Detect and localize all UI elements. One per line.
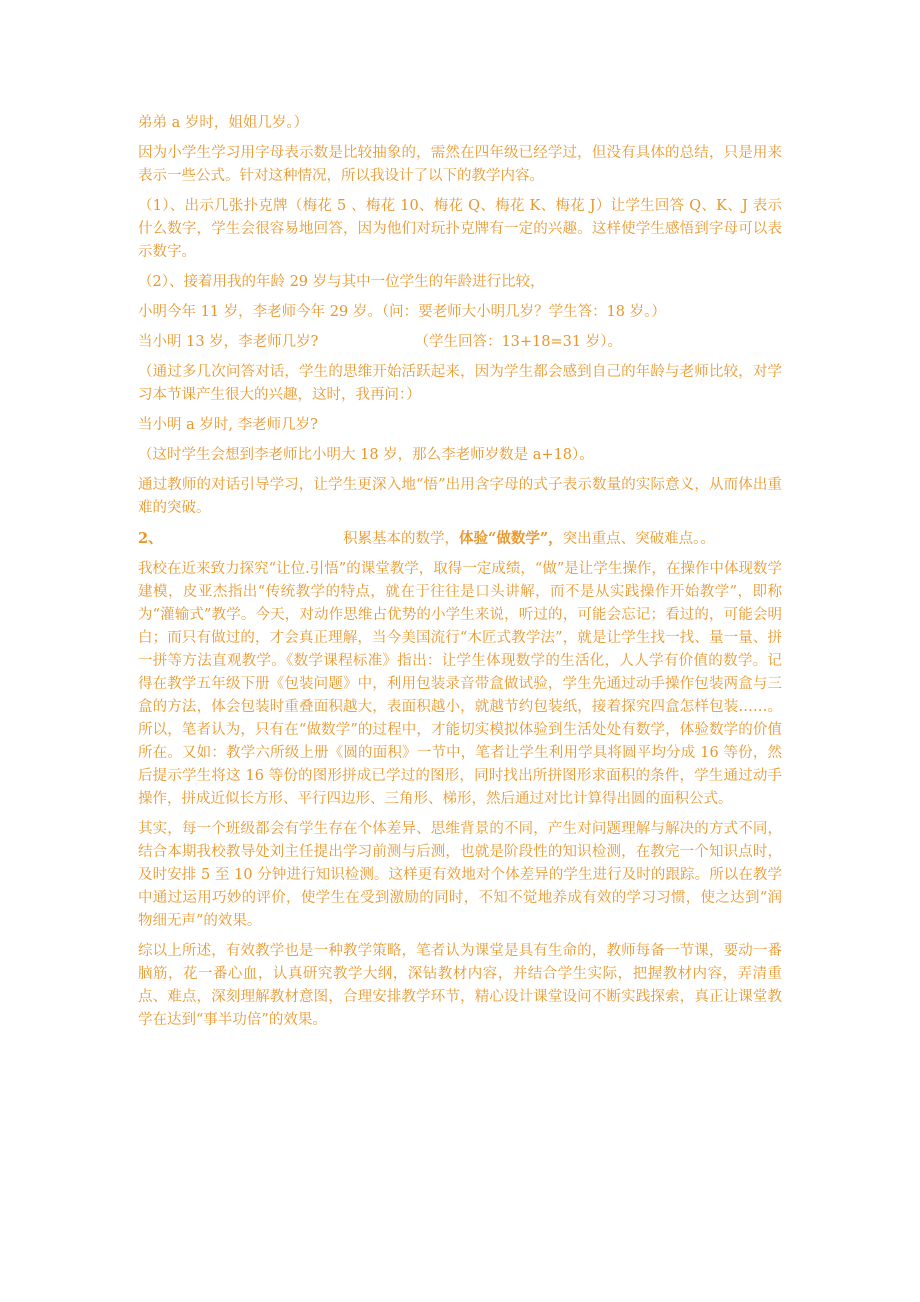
paragraph-10: 通过教师的对话引导学习，让学生更深入地“悟”出用含字母的式子表示数量的实际意义，从而体出重难的突破。 [138,477,782,516]
paragraph-6-question: 当小明 13 岁，李老师几岁? [138,334,319,350]
paragraph-4: （2）、接着用我的年龄 29 岁与其中一位学生的年龄进行比较， [138,274,545,290]
paragraph-13: 综以上所述，有效教学也是一种教学策略，笔者认为课堂是具有生命的，教师每备一节课，要动一番脑筋，花一番心血，认真研究教学大纲，深钻教材内容，并结合学生实际，把握教材内容，弄清重点、难点，深刻理解教材意图，合理安排教学环节，精心设计课堂设问不断实践探索，真正让课堂教学在达到“事半功倍”的效果。 [138,943,782,1028]
paragraph-8: 当小明 a 岁时, 李老师几岁? [138,417,318,433]
paragraph-6 [138,331,782,354]
paragraph-5: 小明今年 11 岁，李老师今年 29 岁。（问：要老师大小明几岁？学生答：18 岁。） [138,304,666,320]
paragraph-3: （1）、出示几张扑克牌（梅花 5 、梅花 10、梅花 Q、梅花 K、梅花 J）让学生回答 Q、K、J 表示什么数字，学生会很容易地回答，因为他们对玩扑克牌有一定的兴趣。这样使学生感悟到字母可以表示数字。 [138,198,782,260]
document-body [138,112,782,1039]
section-number: 2、 [138,530,163,547]
heading-text-a: 积累基本的数学， [343,531,459,547]
paragraph-9: （这时学生会想到李老师比小明大 18 岁，那么李老师岁数是 a+18）。 [138,447,594,463]
paragraph-7: （通过多几次问答对话，学生的思维开始活跃起来，因为学生都会感到自己的年龄与老师比较，对学习本节课产生很大的兴趣，这时，我再问：） [138,364,782,403]
heading-text-bold: 体验“做数学”， [459,530,563,547]
section-heading-text [343,527,715,551]
paragraph-2: 因为小学生学习用字母表示数是比较抽象的，需然在四年级已经学过，但没有具体的总结，只是用来表示一些公式。针对这种情况，所以我设计了以下的教学内容。 [138,145,782,184]
paragraph-12: 其实，每一个班级都会有学生存在个体差异、思维背景的不同，产生对问题理解与解决的方式不同，结合本期我校教导处刘主任提出学习前测与后测，也就是阶段性的知识检测，在教完一个知识点时，及时安排 5 至 10 分钟进行知识检测。这样更有效地对个体差异的学生进行及时的跟踪。所以在教学中通过运用巧妙的评价，使学生在受到激励的同时，不知不觉地养成有效的学习习惯，使之达到“润物细无声”的效果。 [138,821,782,929]
heading-text-b: 突出重点、突破难点。。 [562,531,715,547]
paragraph-1: 弟弟 a 岁时，姐姐几岁。） [138,115,309,131]
paragraph-6-answer: （学生回答：13+18=31 岁）。 [414,334,622,350]
paragraph-11: 我校在近来致力探究“让位.引悟”的课堂教学，取得一定成绩，“做”是让学生操作，在操作中体现数学建模，皮亚杰指出“传统教学的特点，就在于往往是口头讲解，而不是从实践操作开始教学”，即称为“灌输式”教学。今天，对动作思维占优势的小学生来说，听过的，可能会忘记；看过的，可能会明白；而只有做过的，才会真正理解，当今美国流行“木匠式教学法”，就是让学生找一找、量一量、拼一拼等方法直观教学。《数学课程标准》指出：让学生体现数学的生活化，人人学有价值的数学。记得在教学五年级下册《包装问题》中，利用包装录音带盒做试验，学生先通过动手操作包装两盒与三盒的方法，体会包装时重叠面积越大，表面积越小，就越节约包装纸，接着探究四盒怎样包装……。所以，笔者认为，只有在“做数学”的过程中，才能切实模拟体验到生活处处有数学，体验数学的价值所在。又如：教学六所级上册《圆的面积》一节中，笔者让学生利用学具将圆平均分成 16 等份，然后提示学生将这 16 等份的图形拼成已学过的图形，同时找出所拼图形求面积的条件，学生通过动手操作，拼成近似长方形、平行四边形、三角形、梯形，然后通过对比计算得出圆的面积公式。 [138,561,782,807]
section-heading [138,527,782,551]
